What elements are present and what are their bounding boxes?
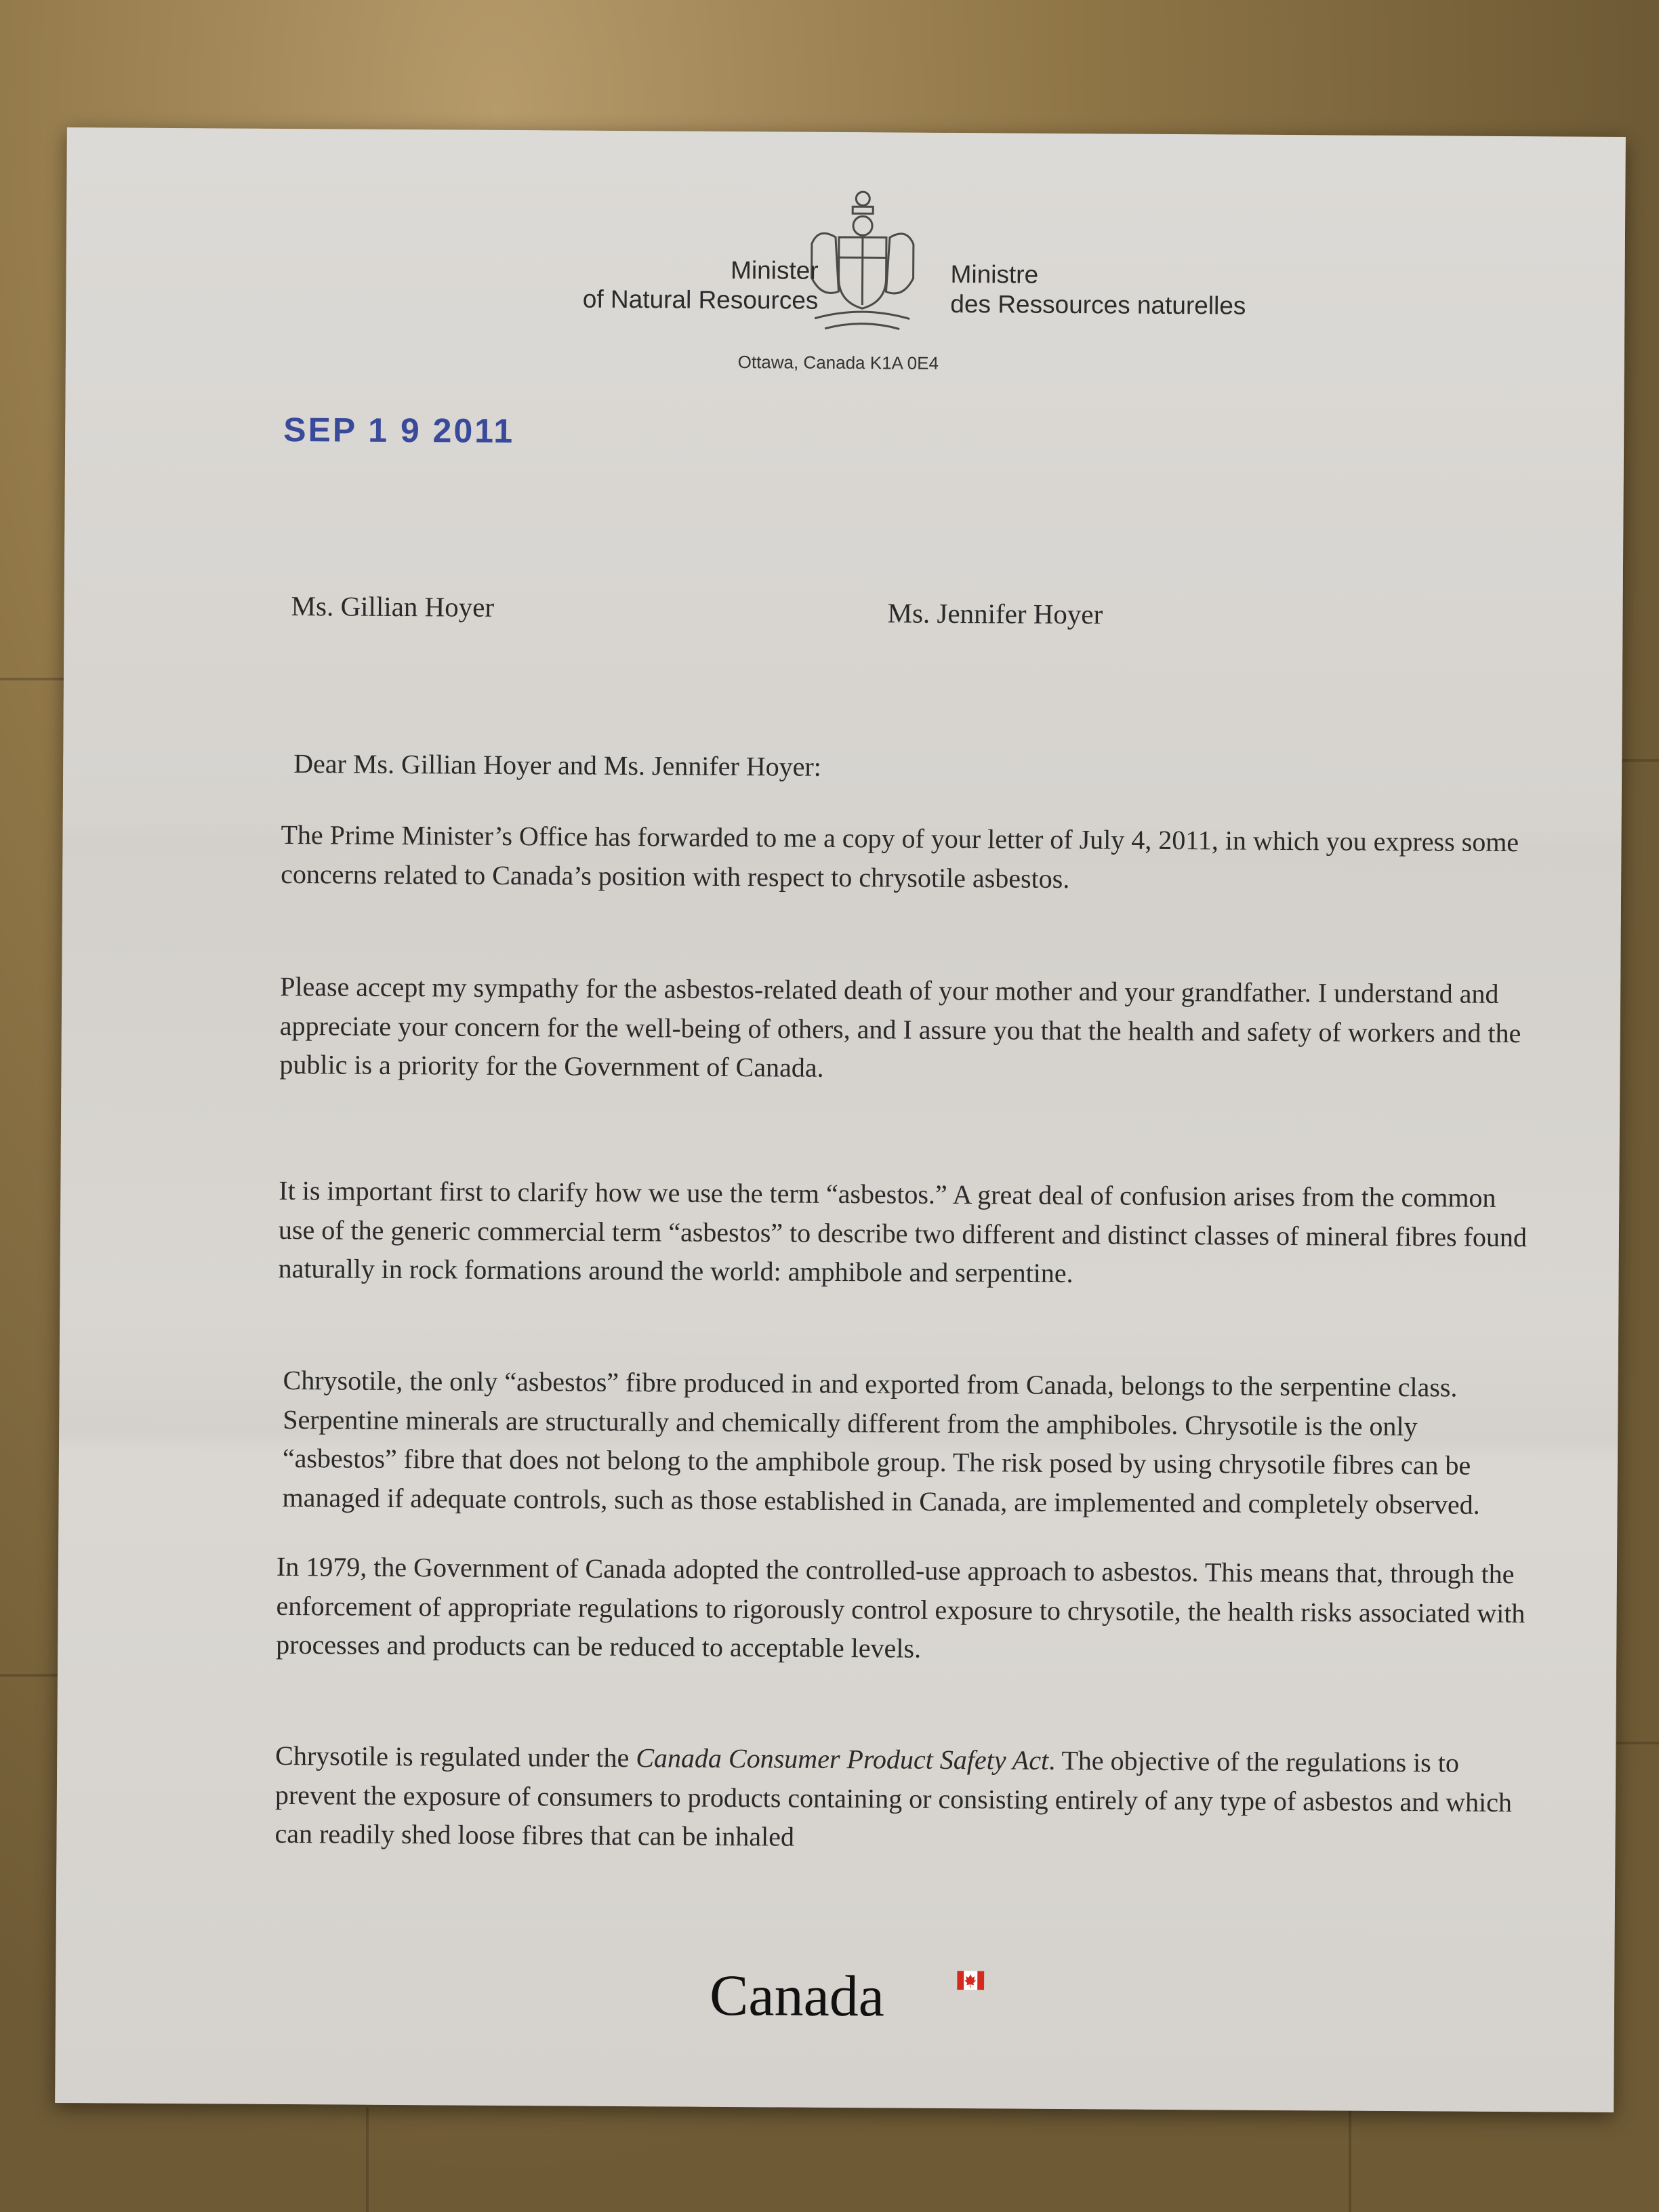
- floor-tile-seam: [0, 678, 64, 680]
- letter-page: [55, 127, 1626, 2112]
- floor-tile-seam: [1349, 2108, 1351, 2212]
- canada-wordmark: Canada: [709, 1962, 885, 2029]
- act-title: Canada Consumer Product Safety Act: [636, 1742, 1049, 1776]
- floor-tile-seam: [1616, 759, 1659, 762]
- canada-flag-icon: [957, 1971, 984, 1990]
- letterhead-french: [950, 260, 1357, 322]
- recipient-name: Ms. Jennifer Hoyer: [887, 597, 1103, 630]
- recipient-name: Ms. Gillian Hoyer: [291, 590, 495, 623]
- paragraph-text: Chrysotile is regulated under the: [275, 1740, 636, 1774]
- body-paragraph: In 1979, the Government of Canada adopted the controlled-use approach to asbestos. This means that, through the enforcement of appropriate regulations to rigorously control exposure to chrysotile, the health risks associated with processes and products can be reduced to acceptable levels.: [276, 1551, 1525, 1664]
- letterhead-address: Ottawa, Canada K1A 0E4: [737, 352, 939, 373]
- body-paragraph: Chrysotile, the only “asbestos” fibre produced in and exported from Canada, belongs to the serpentine class. Serpentine minerals are structurally and chemically different from the amphiboles. Chrysotile is the only “asbestos” fibre that does not belong to the amphibole group. The risk posed by using chrysotile fibres can be managed if adequate controls, such as those established in Canada, are implemented and completely observed.: [282, 1364, 1480, 1520]
- letterhead-fr-line2: des Ressources naturelles: [950, 289, 1246, 320]
- body-paragraph: It is important first to clarify how we use the term “asbestos.” A great deal of confusion arises from the common use of the generic commercial term “asbestos” to describe two different and distinct classes of mineral fibres found naturally in rock formations around the world: amphibole and serpentine.: [278, 1174, 1528, 1289]
- floor-tile-seam: [366, 2108, 369, 2212]
- letterhead-fr-line1: Ministre: [950, 260, 1039, 289]
- letterhead-en-line1: Minister: [731, 255, 819, 285]
- salutation: Dear Ms. Gillian Hoyer and Ms. Jennifer Hoyer:: [293, 748, 822, 782]
- body-paragraph: The Prime Minister’s Office has forwarded to me a copy of your letter of July 4, 2011, in which you express some concerns related to Canada’s position with respect to chrysotile asbestos.: [281, 819, 1519, 894]
- date-stamp: SEP 1 9 2011: [283, 410, 515, 451]
- letterhead-english: [459, 254, 819, 316]
- floor-tile-seam: [0, 1674, 64, 1677]
- letterhead-en-line2: of Natural Resources: [582, 285, 819, 314]
- body-paragraph: [274, 1736, 1529, 1861]
- body-paragraph: Please accept my sympathy for the asbestos-related death of your mother and your grandfather. I understand and appreciate your concern for the well-being of others, and I assure you that the health and safety of workers and the public is a priority for the Government of Canada.: [279, 970, 1521, 1083]
- floor-tile-seam: [1616, 1742, 1659, 1744]
- paragraph-text: . The objective of the regulations is to prevent the exposure of consumers to products containing or consisting entirely of any type of asbestos and which can readily shed loose fibres that can be inhaled: [274, 1744, 1513, 1852]
